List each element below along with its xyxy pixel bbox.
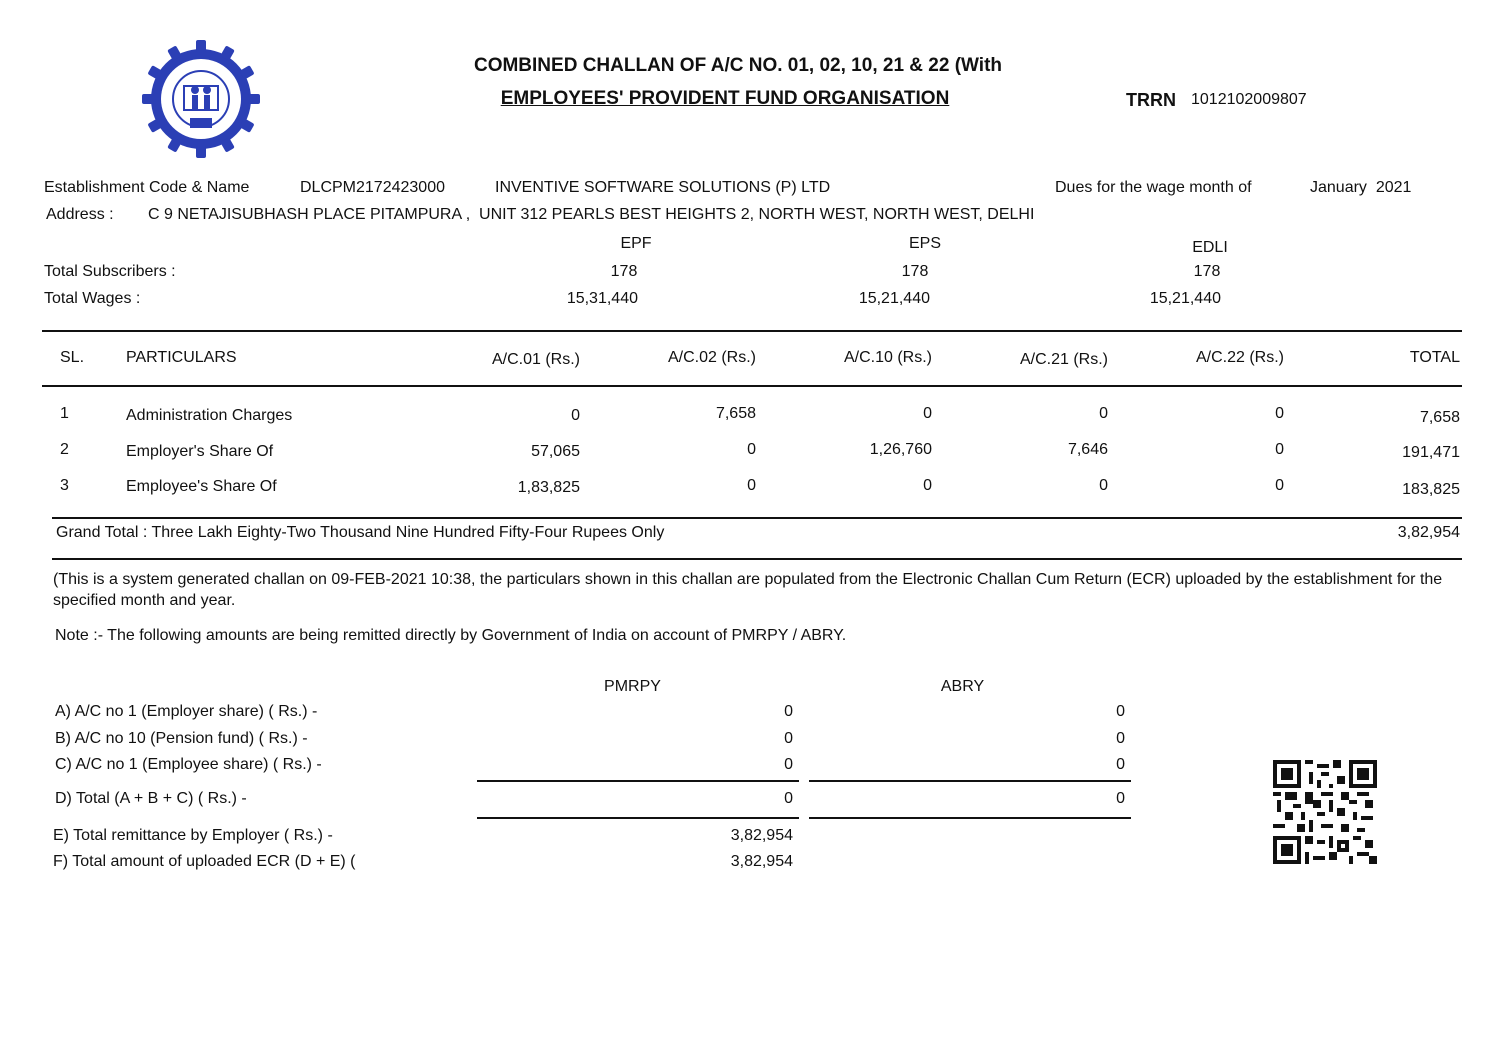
row-ac10: 1,26,760 xyxy=(869,441,932,458)
establishment-name: INVENTIVE SOFTWARE SOLUTIONS (P) LTD xyxy=(495,179,831,196)
remittance-label: D) Total (A + B + C) ( Rs.) - xyxy=(55,790,247,807)
challan-title: COMBINED CHALLAN OF A/C NO. 01, 02, 10, 21 & 22 (With xyxy=(473,55,1003,76)
trrn-value: 1012102009807 xyxy=(1191,91,1307,108)
table-header-rule xyxy=(42,385,1462,387)
remittance-label: A) A/C no 1 (Employer share) ( Rs.) - xyxy=(55,703,318,720)
establishment-code: DLCPM2172423000 xyxy=(300,179,445,196)
col-sl: SL. xyxy=(60,349,85,366)
row-particulars: Employee's Share Of xyxy=(126,478,277,495)
row-ac22: 0 xyxy=(1275,477,1284,494)
row-ac10: 0 xyxy=(923,405,932,422)
epf-wages: 15,31,440 xyxy=(566,290,638,307)
abry-value: 0 xyxy=(1116,703,1125,720)
col-total: TOTAL xyxy=(1409,349,1460,366)
govt-note: Note :- The following amounts are being remitted directly by Government of India on account of PMRPY / ABRY. xyxy=(55,627,847,644)
establishment-label: Establishment Code & Name xyxy=(44,179,250,196)
row-sl: 2 xyxy=(60,441,69,458)
epfo-logo xyxy=(140,38,262,160)
subscribers-label: Total Subscribers : xyxy=(44,263,176,280)
epf-header: EPF xyxy=(620,235,652,252)
row-ac21: 0 xyxy=(1099,405,1108,422)
row-total: 191,471 xyxy=(1402,444,1460,461)
row-sl: 1 xyxy=(60,405,69,422)
organisation-title: EMPLOYEES' PROVIDENT FUND ORGANISATION xyxy=(500,88,950,109)
remittance-label: C) A/C no 1 (Employee share) ( Rs.) - xyxy=(55,756,322,773)
row-ac02: 0 xyxy=(747,477,756,494)
pmrpy-value: 0 xyxy=(784,730,793,747)
eps-wages: 15,21,440 xyxy=(858,290,930,307)
system-note: (This is a system generated challan on 09-FEB-2021 10:38, the particulars shown in this challan are populated from the Electronic Challan Cum Return (ECR) uploaded by the establishment for the specified month and year. xyxy=(53,571,1443,609)
col-ac01: A/C.01 (Rs.) xyxy=(491,351,580,368)
pmrpy-subtotal-rule xyxy=(477,780,799,782)
abry-subtotal-rule xyxy=(809,780,1131,782)
col-ac21: A/C.21 (Rs.) xyxy=(1019,351,1108,368)
row-ac02: 0 xyxy=(747,441,756,458)
row-ac01: 0 xyxy=(571,407,580,424)
address-label: Address : xyxy=(46,206,114,223)
dues-label: Dues for the wage month of xyxy=(1055,179,1252,196)
pmrpy-header: PMRPY xyxy=(604,678,661,695)
pmrpy-total-rule xyxy=(477,817,799,819)
row-sl: 3 xyxy=(60,477,69,494)
row-total: 183,825 xyxy=(1402,481,1460,498)
col-ac10: A/C.10 (Rs.) xyxy=(843,349,932,366)
remittance-label: B) A/C no 10 (Pension fund) ( Rs.) - xyxy=(55,730,308,747)
pmrpy-value: 0 xyxy=(784,790,793,807)
abry-header: ABRY xyxy=(940,678,985,695)
row-total: 7,658 xyxy=(1419,409,1460,426)
eps-subscribers: 178 xyxy=(901,263,929,280)
row-ac21: 0 xyxy=(1099,477,1108,494)
abry-value: 0 xyxy=(1116,756,1125,773)
row-ac01: 1,83,825 xyxy=(517,479,580,496)
row-particulars: Administration Charges xyxy=(126,407,293,424)
abry-value: 0 xyxy=(1116,730,1125,747)
ecr-total-label: F) Total amount of uploaded ECR (D + E) ( xyxy=(53,853,356,870)
address-value: C 9 NETAJISUBHASH PLACE PITAMPURA , UNIT 312 PEARLS BEST HEIGHTS 2, NORTH WEST, NORTH WEST, DELHI xyxy=(148,206,1035,223)
row-ac01: 57,065 xyxy=(531,443,580,460)
row-ac02: 7,658 xyxy=(715,405,756,422)
abry-value: 0 xyxy=(1116,790,1125,807)
row-ac22: 0 xyxy=(1275,441,1284,458)
wages-label: Total Wages : xyxy=(44,290,141,307)
grand-total-top-rule xyxy=(52,517,1462,519)
pmrpy-value: 0 xyxy=(784,756,793,773)
row-ac21: 7,646 xyxy=(1067,441,1108,458)
ecr-total-value: 3,82,954 xyxy=(730,853,793,870)
qr-code-icon xyxy=(1273,760,1377,864)
edli-wages: 15,21,440 xyxy=(1149,290,1221,307)
col-ac02: A/C.02 (Rs.) xyxy=(667,349,756,366)
row-ac10: 0 xyxy=(923,477,932,494)
grand-total-label: Grand Total : Three Lakh Eighty-Two Thousand Nine Hundred Fifty-Four Rupees Only xyxy=(56,524,665,541)
grand-total-value: 3,82,954 xyxy=(1397,524,1460,541)
grand-total-bottom-rule xyxy=(52,558,1462,560)
employer-remittance-value: 3,82,954 xyxy=(730,827,793,844)
trrn-label: TRRN xyxy=(1126,90,1176,110)
row-particulars: Employer's Share Of xyxy=(126,443,274,460)
epf-subscribers: 178 xyxy=(610,263,638,280)
wage-month: January 2021 xyxy=(1310,179,1412,196)
abry-total-rule xyxy=(809,817,1131,819)
epfo-emblem-logo-icon xyxy=(140,38,262,160)
pmrpy-value: 0 xyxy=(784,703,793,720)
edli-subscribers: 178 xyxy=(1193,263,1221,280)
col-ac22: A/C.22 (Rs.) xyxy=(1195,349,1284,366)
table-top-rule xyxy=(42,330,1462,332)
edli-header: EDLI xyxy=(1192,239,1228,256)
col-particulars: PARTICULARS xyxy=(126,349,237,366)
qr-code xyxy=(1273,760,1377,864)
employer-remittance-label: E) Total remittance by Employer ( Rs.) - xyxy=(53,827,333,844)
row-ac22: 0 xyxy=(1275,405,1284,422)
eps-header: EPS xyxy=(908,235,941,252)
